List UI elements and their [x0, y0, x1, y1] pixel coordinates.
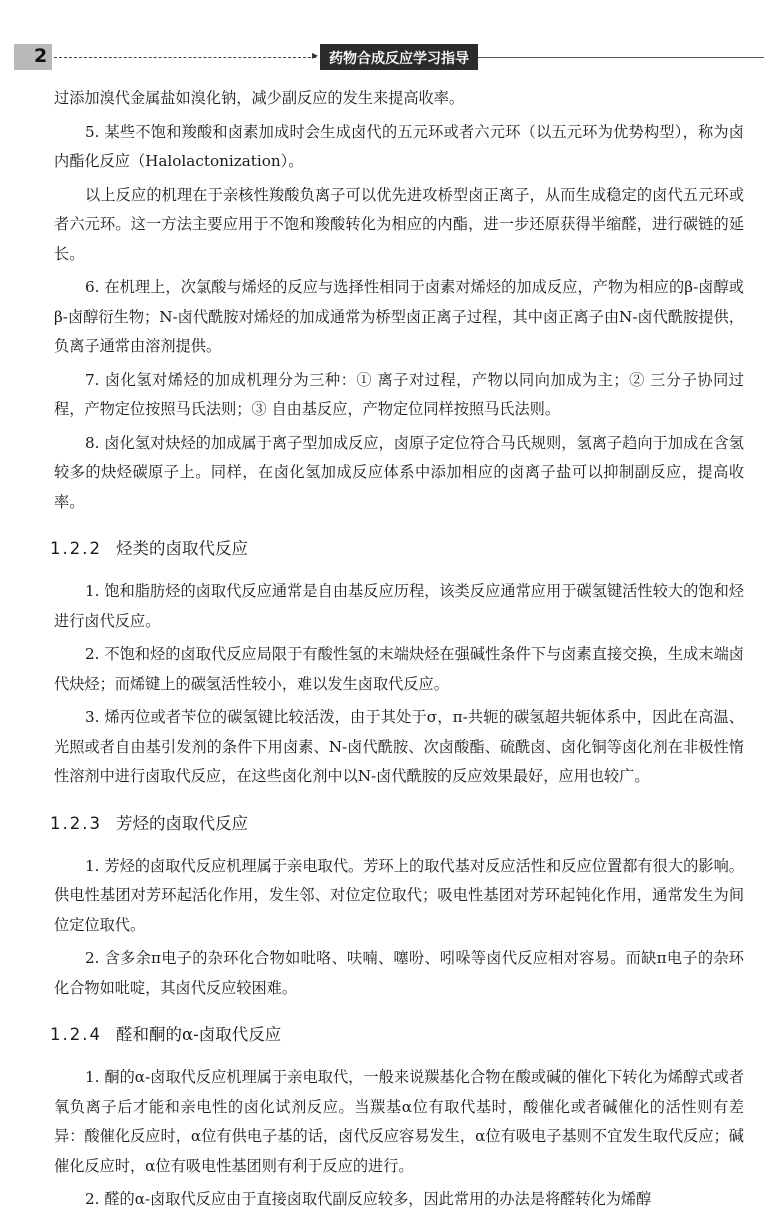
section-title: 芳烃的卤取代反应	[115, 813, 248, 833]
paragraph: 7. 卤化氢对烯烃的加成机理分为三种：① 离子对过程，产物以同向加成为主；② 三分子协同过程，产物定位按照马氏法则；③ 自由基反应，产物定位同样按照马氏法则。	[54, 370, 744, 418]
header-arrow-icon: ▸	[312, 48, 319, 62]
running-header	[14, 44, 764, 70]
header-dashed-rule	[54, 57, 316, 58]
page-number-box	[14, 44, 52, 70]
paragraph: 1. 芳烃的卤取代反应机理属于亲电取代。芳环上的取代基对反应活性和反应位置都有很大的影响。供电性基团对芳环起活化作用，发生邻、对位定位取代；吸电性基团对芳环起钝化作用，通常发生为间位定位取代。	[54, 856, 744, 934]
paragraph: 1. 饱和脂肪烃的卤取代反应通常是自由基反应历程，该类反应通常应用于碳氢键活性较大的饱和烃进行卤代反应。	[54, 582, 744, 630]
paragraph: 2. 不饱和烃的卤取代反应局限于有酸性氢的末端炔烃在强碱性条件下与卤素直接交换，生成末端卤代炔烃；而烯键上的碳氢活性较小，难以发生卤取代反应。	[54, 645, 744, 693]
paragraph: 以上反应的机理在于亲核性羧酸负离子可以优先进攻桥型卤正离子，从而生成稳定的卤代五元环或者六元环。这一方法主要应用于不饱和羧酸转化为相应的内酯，进一步还原获得半缩醛，进行碳链的延长。	[54, 185, 744, 263]
section-title: 醛和酮的α-卤取代反应	[115, 1025, 282, 1044]
body-text	[50, 84, 744, 1219]
paragraph: 2. 含多余π电子的杂环化合物如吡咯、呋喃、噻吩、吲哚等卤代反应相对容易。而缺π电子的杂环化合物如吡啶，其卤代反应较困难。	[54, 949, 744, 997]
section-heading-1-2-3	[50, 808, 744, 840]
page-number: 2	[34, 45, 48, 67]
section-number: 1.2.4	[50, 1025, 102, 1044]
section-number: 1.2.2	[50, 539, 102, 558]
paragraph: 2. 醛的α-卤取代反应由于直接卤取代副反应较多，因此常用的办法是将醛转化为烯醇	[85, 1190, 652, 1208]
paragraph: 3. 烯丙位或者苄位的碳氢键比较活泼，由于其处于σ，π-共轭的碳氢超共轭体系中，因此在高温、光照或者自由基引发剂的条件下用卤素、N-卤代酰胺、次卤酸酯、硫酰卤、卤化铜等卤化剂在非极性惰性溶剂中进行卤取代反应，在这些卤化剂中以N-卤代酰胺的反应效果最好，应用也较广。	[54, 708, 744, 785]
section-heading-1-2-4	[50, 1019, 744, 1051]
paragraph: 8. 卤化氢对炔烃的加成属于离子型加成反应，卤原子定位符合马氏规则，氢离子趋向于加成在含氢较多的炔烃碳原子上。同样，在卤化氢加成反应体系中添加相应的卤离子盐可以抑制副反应，提高收率。	[54, 433, 744, 511]
section-heading-1-2-2	[50, 533, 744, 565]
paragraph: 5. 某些不饱和羧酸和卤素加成时会生成卤代的五元环或者六元环（以五元环为优势构型），称为卤内酯化反应（Halolactonization）。	[54, 122, 744, 170]
section-number: 1.2.3	[50, 813, 102, 833]
book-title: 药物合成反应学习指导	[329, 51, 469, 67]
section-title: 烃类的卤取代反应	[115, 539, 248, 558]
header-solid-rule	[478, 57, 764, 58]
book-title-box	[320, 44, 478, 70]
paragraph: 1. 酮的α-卤取代反应机理属于亲电取代，一般来说羰基化合物在酸或碱的催化下转化为烯醇式或者氧负离子后才能和亲电性的卤化试剂反应。当羰基α位有取代基时，酸催化或者碱催化的活性则有差异：酸催化反应时，α位有供电子基的话，卤代反应容易发生，α位有吸电子基则不宜发生取代反应；碱催化反应时，α位有吸电性基团则有利于反应的进行。	[54, 1068, 744, 1175]
paragraph: 6. 在机理上，次氯酸与烯烃的反应与选择性相同于卤素对烯烃的加成反应，产物为相应的β-卤醇或β-卤醇衍生物；N-卤代酰胺对烯烃的加成通常为桥型卤正离子过程，其中卤正离子由N-卤代酰胺提供，负离子通常由溶剂提供。	[54, 278, 744, 355]
paragraph: 过添加溴代金属盐如溴化钠，减少副反应的发生来提高收率。	[54, 89, 465, 107]
